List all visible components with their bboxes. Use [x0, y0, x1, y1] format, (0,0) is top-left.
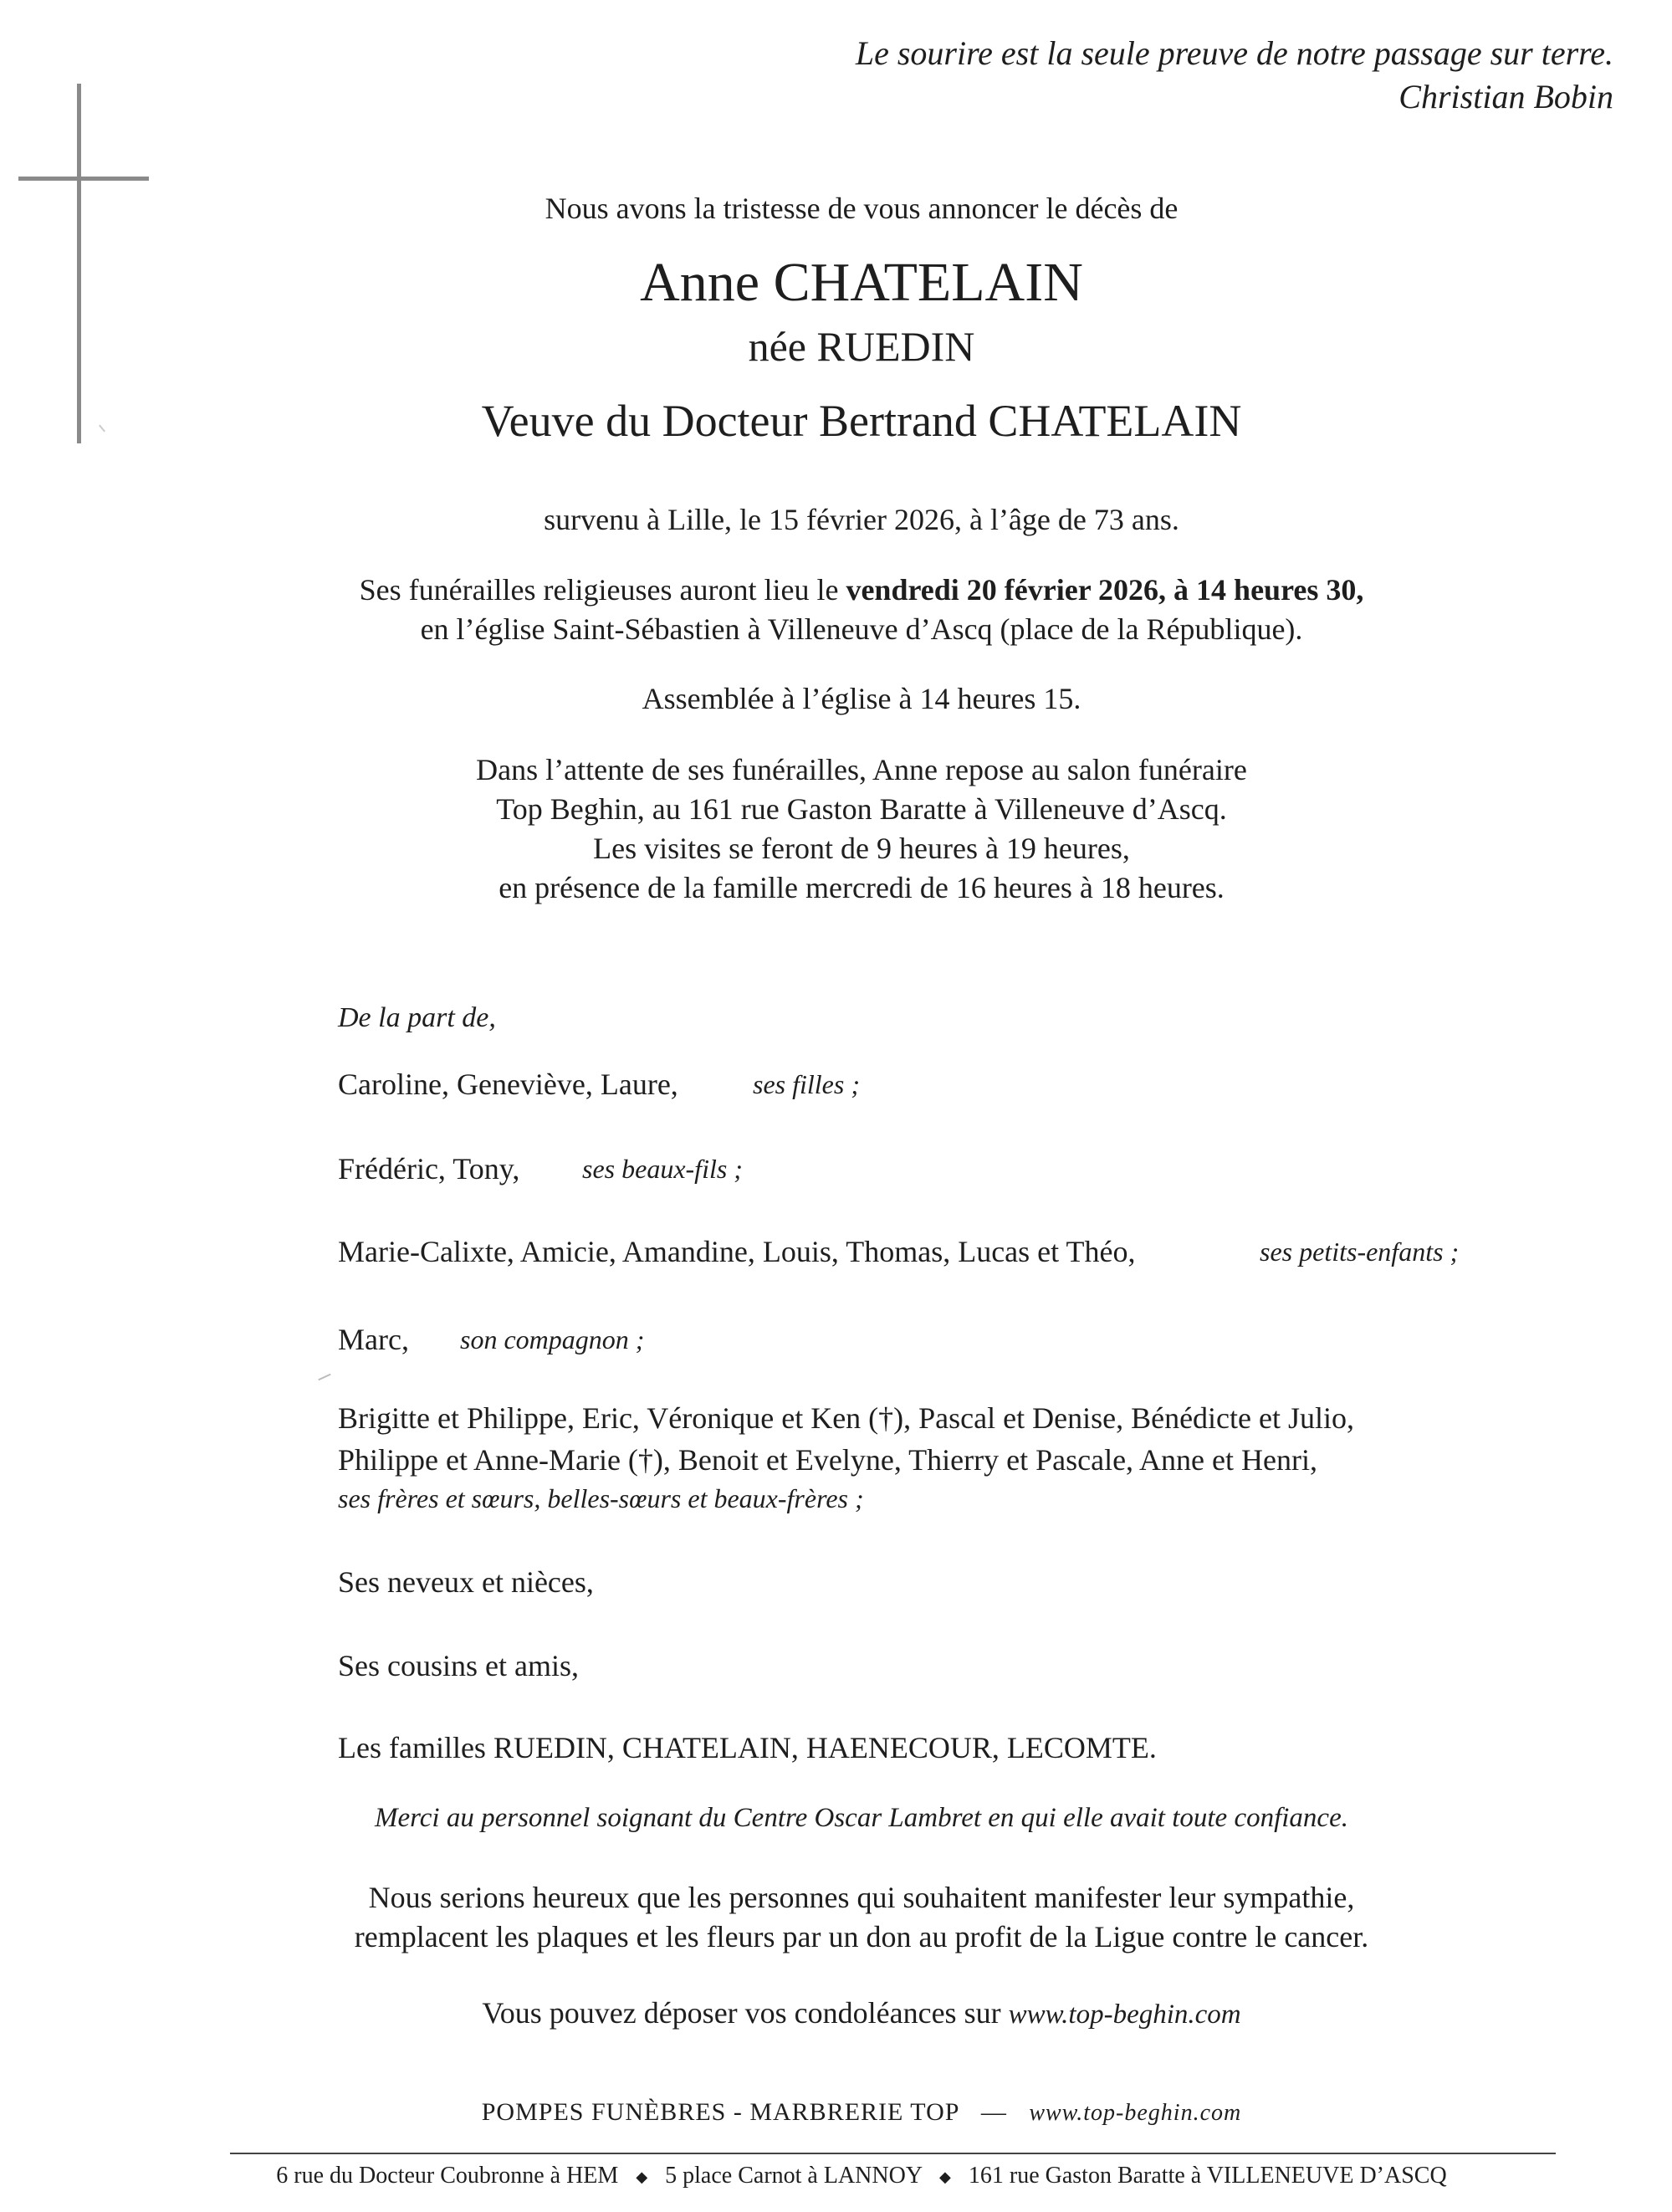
thanks-note: Merci au personnel soignant du Centre Oscar Lambret en qui elle avait toute confiance. — [375, 1803, 1348, 1833]
assembly-time: Assemblée à l’église à 14 heures 15. — [642, 682, 1081, 715]
intro-line: Nous avons la tristesse de vous annoncer le décès de — [545, 192, 1179, 225]
condolences-text: Vous pouvez déposer vos condoléances sur — [482, 1996, 1009, 2030]
donation-line-2: remplacent les plaques et les fleurs par un don au profit de la Ligue contre le cancer. — [354, 1920, 1369, 1953]
funeral-line-1: Ses funérailles religieuses auront lieu le vendredi 20 février 2026, à 14 heures 30, — [359, 573, 1364, 607]
donation-line-1: Nous serions heureux que les personnes qui souhaitent manifester leur sympathie, — [368, 1881, 1355, 1914]
donation-request — [0, 1878, 1672, 1957]
widow-of: Veuve du Docteur Bertrand CHATELAIN — [481, 396, 1242, 446]
epigraph-author: Christian Bobin — [1398, 78, 1613, 115]
footer-dash: — — [980, 2098, 1007, 2126]
siblings-line-2: Philippe et Anne-Marie (†), Benoit et Evelyne, Thierry et Pascale, Anne et Henri, — [338, 1443, 1317, 1477]
footer-url[interactable]: www.top-beghin.com — [1029, 2100, 1242, 2126]
footer-company: POMPES FUNÈBRES - MARBRERIE TOP — [481, 2098, 959, 2126]
companion-name: Marc, — [338, 1323, 409, 1356]
condolences-link[interactable]: www.top-beghin.com — [1008, 2000, 1241, 2030]
daughters-role: ses filles ; — [753, 1069, 860, 1099]
footer-address-villeneuve: 161 rue Gaston Baratte à VILLENEUVE D’ASCQ — [968, 2163, 1447, 2189]
siblings-role: ses frères et sœurs, belles-sœurs et beaux-frères ; — [338, 1483, 864, 1513]
sons-in-law-names: Frédéric, Tony, — [338, 1152, 520, 1185]
family-names: Les familles RUEDIN, CHATELAIN, HAENECOUR, LECOMTE. — [338, 1731, 1157, 1764]
diamond-icon: ◆ — [636, 2168, 648, 2186]
footer-company-line — [0, 2098, 1672, 2127]
wake-details — [0, 750, 1672, 908]
epigraph — [856, 32, 1613, 119]
family-sons-in-law — [338, 1151, 519, 1186]
maiden-name: née RUEDIN — [748, 323, 975, 370]
footer-address-lannoy: 5 place Carnot à LANNOY — [665, 2163, 923, 2189]
wake-line: en présence de la famille mercredi de 16 heures à 18 heures. — [499, 871, 1225, 904]
family-grandchildren — [338, 1234, 1135, 1269]
diamond-icon: ◆ — [939, 2168, 951, 2186]
wake-line: Top Beghin, au 161 rue Gaston Baratte à Villeneuve d’Ascq. — [496, 792, 1227, 826]
funeral-location: en l’église Saint-Sébastien à Villeneuve d’Ascq (place de la République). — [420, 612, 1303, 646]
family-daughters — [338, 1067, 678, 1102]
companion-role: son compagnon ; — [460, 1324, 645, 1354]
family-nephews: Ses neveux et nièces, — [338, 1565, 594, 1599]
footer-address-hem: 6 rue du Docteur Coubronne à HEM — [276, 2163, 619, 2189]
funeral-details — [0, 571, 1672, 649]
wake-line: Les visites se feront de 9 heures à 19 heures, — [593, 832, 1130, 865]
sons-in-law-role: ses beaux-fils ; — [582, 1154, 743, 1184]
death-details: survenu à Lille, le 15 février 2026, à l’âge de 73 ans. — [544, 503, 1179, 536]
daughters-names: Caroline, Geneviève, Laure, — [338, 1068, 678, 1101]
family-cousins: Ses cousins et amis, — [338, 1649, 579, 1682]
footer-addresses — [0, 2163, 1672, 2189]
family-siblings — [338, 1397, 1576, 1516]
footer-divider — [230, 2153, 1556, 2154]
epigraph-text: Le sourire est la seule preuve de notre passage sur terre. — [855, 34, 1613, 72]
family-heading: De la part de, — [338, 1002, 496, 1033]
condolences-line — [0, 1994, 1672, 2035]
deceased-name: Anne CHATELAIN — [640, 252, 1083, 313]
grandchildren-names: Marie-Calixte, Amicie, Amandine, Louis, Thomas, Lucas et Théo, — [338, 1235, 1136, 1268]
family-companion — [338, 1322, 409, 1357]
cross-icon-bar — [18, 177, 149, 181]
siblings-line-1: Brigitte et Philippe, Eric, Véronique et Ken (†), Pascal et Denise, Bénédicte et Julio, — [338, 1401, 1354, 1435]
funeral-date-time: vendredi 20 février 2026, à 14 heures 30, — [846, 573, 1364, 607]
wake-line: Dans l’attente de ses funérailles, Anne repose au salon funéraire — [476, 753, 1247, 786]
scan-mark — [318, 1374, 330, 1381]
grandchildren-role: ses petits-enfants ; — [1260, 1237, 1460, 1267]
